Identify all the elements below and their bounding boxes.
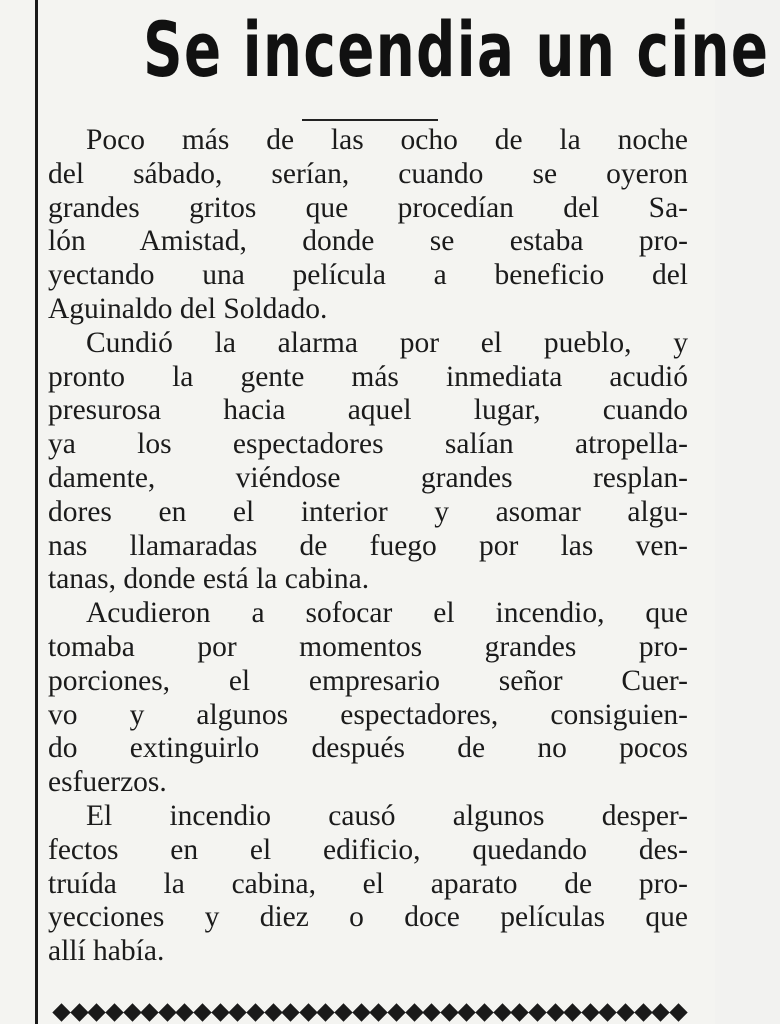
border-diamond [158,1003,176,1021]
border-diamond [405,1003,423,1021]
border-diamond [511,1003,529,1021]
border-diamond [528,1003,546,1021]
decorative-border [55,1003,685,1021]
article-line: vo y algunos espectadores, consiguien- [48,698,688,731]
border-diamond [211,1003,229,1021]
article-line: fectos en el edificio, quedando des- [48,833,688,866]
headline-word: cine [636,5,770,94]
headline-separator [302,119,438,121]
article-line: porciones, el empresario señor Cuer- [48,664,688,697]
article-line: grandes gritos que procedían del Sa- [48,191,688,224]
border-diamond [352,1003,370,1021]
article-line: del sábado, serían, cuando se oyeron [48,157,688,190]
border-diamond [317,1003,335,1021]
border-diamond [229,1003,247,1021]
article-line: tanas, donde está la cabina. [48,563,370,596]
article-line: dores en el interior y asomar algu- [48,495,688,528]
border-diamond [52,1003,70,1021]
article-line: ya los espectadores salían atropella- [48,428,688,461]
headline-word: un [535,5,617,94]
border-diamond [334,1003,352,1021]
border-diamond [176,1003,194,1021]
article-body [48,124,688,969]
article-line: Acudieron a sofocar el incendio, que [86,597,688,630]
border-diamond [563,1003,581,1021]
border-diamond [264,1003,282,1021]
border-diamond [193,1003,211,1021]
border-diamond [493,1003,511,1021]
border-diamond [123,1003,141,1021]
border-diamond [475,1003,493,1021]
article-line: lón Amistad, donde se estaba pro- [48,225,688,258]
border-diamond [458,1003,476,1021]
article-line: yecciones y diez o doce películas que [48,901,688,934]
headline [133,0,770,100]
article-line: do extinguirlo después de no pocos [48,732,688,765]
article-line: truída la cabina, el aparato de pro- [48,867,688,900]
border-diamond [634,1003,652,1021]
border-diamond [546,1003,564,1021]
headline-word: Se [143,5,223,94]
border-diamond [652,1003,670,1021]
border-diamond [440,1003,458,1021]
article-line: Cundió la alarma por el pueblo, y [86,326,688,359]
border-diamond [299,1003,317,1021]
article-line: presurosa hacia aquel lugar, cuando [48,394,688,427]
article-line: tomaba por momentos grandes pro- [48,630,688,663]
article-line: El incendio causó algunos desper- [86,799,688,832]
border-diamond [281,1003,299,1021]
article-line: pronto la gente más inmediata acudió [48,360,688,393]
article-line: damente, viéndose grandes resplan- [48,461,688,494]
border-diamond [616,1003,634,1021]
border-diamond [140,1003,158,1021]
border-diamond [599,1003,617,1021]
article-line: allí había. [48,935,165,968]
article-line: yectando una película a beneficio del [48,259,688,292]
article-line: nas llamaradas de fuego por las ven- [48,529,688,562]
article-line: Aguinaldo del Soldado. [48,292,328,325]
border-diamond [88,1003,106,1021]
border-diamond [422,1003,440,1021]
article-line: esfuerzos. [48,766,167,799]
border-diamond [370,1003,388,1021]
border-diamond [105,1003,123,1021]
border-diamond [581,1003,599,1021]
column-rule [35,0,38,1024]
border-diamond [669,1003,687,1021]
border-diamond [246,1003,264,1021]
border-diamond [387,1003,405,1021]
headline-word: incendia [242,5,516,94]
border-diamond [70,1003,88,1021]
article-line: Poco más de las ocho de la noche [86,124,688,156]
